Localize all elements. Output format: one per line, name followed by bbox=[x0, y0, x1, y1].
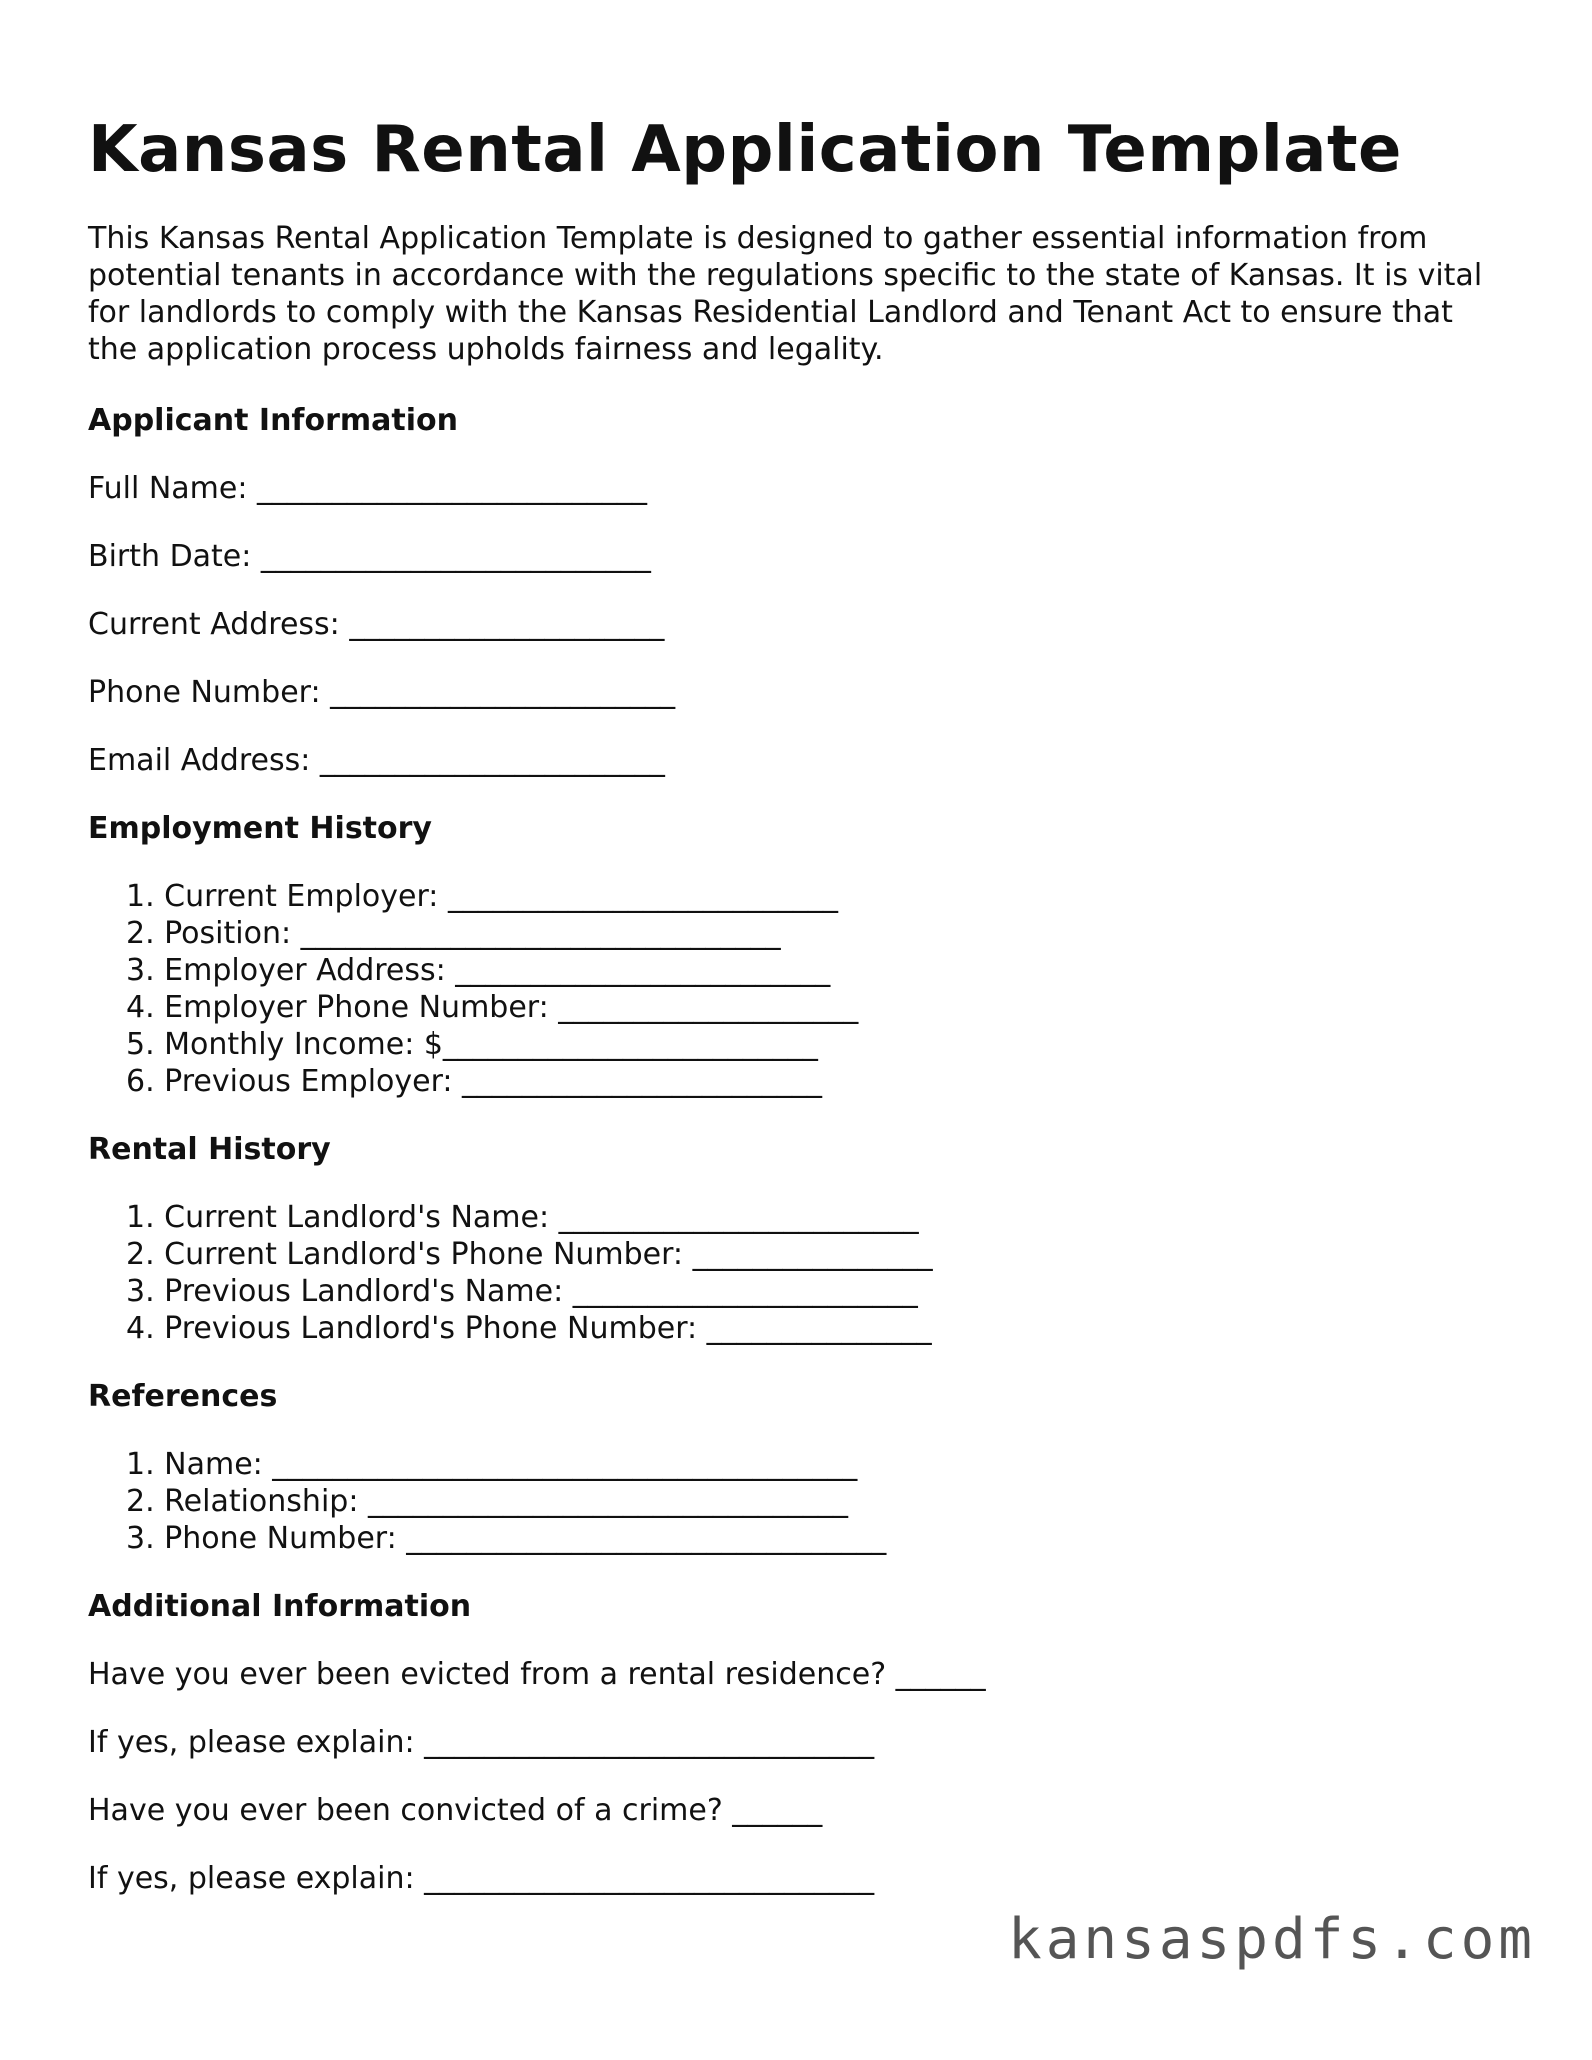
phone-number-field: Phone Number: _______________________ bbox=[88, 675, 676, 710]
full-name-field: Full Name: __________________________ bbox=[88, 471, 647, 506]
rental-history-heading: Rental History bbox=[88, 1132, 331, 1167]
crime-explain-field: If yes, please explain: ______________________________ bbox=[88, 1861, 875, 1896]
document-page bbox=[88, 110, 1508, 1928]
birth-date-field: Birth Date: __________________________ bbox=[88, 539, 651, 574]
reference-name-item: 1. Name: _______________________________________ bbox=[126, 1447, 858, 1482]
email-address-field: Email Address: _______________________ bbox=[88, 743, 665, 778]
current-address-field: Current Address: _____________________ bbox=[88, 607, 665, 642]
current-employer-item: 1. Current Employer: __________________________ bbox=[126, 879, 838, 914]
intro-paragraph: This Kansas Rental Application Template is designed to gather essential information from potential tenants in accordance with the regulations specific to the state of Kansas. It is vital for landlords to comply with the Kansas Residential Landlord and Tenant Act to ensure that the application process upholds fairness and legality. bbox=[88, 221, 1483, 367]
previous-landlord-name-item: 3. Previous Landlord's Name: _______________________ bbox=[126, 1274, 918, 1309]
current-landlord-name-item: 1. Current Landlord's Name: ________________________ bbox=[126, 1200, 919, 1235]
watermark: kansaspdfs.com bbox=[1007, 1907, 1536, 1972]
employment-history-list bbox=[88, 878, 1508, 1100]
previous-landlord-phone-item: 4. Previous Landlord's Phone Number: _______________ bbox=[126, 1311, 932, 1346]
reference-relationship-item: 2. Relationship: ________________________________ bbox=[126, 1484, 848, 1519]
additional-information-heading: Additional Information bbox=[88, 1589, 472, 1624]
rental-history-list bbox=[88, 1199, 1508, 1347]
position-item: 2. Position: ________________________________ bbox=[126, 916, 781, 951]
previous-employer-item: 6. Previous Employer: ________________________ bbox=[126, 1064, 823, 1099]
monthly-income-item: 5. Monthly Income: $_________________________ bbox=[126, 1027, 818, 1062]
references-heading: References bbox=[88, 1379, 278, 1414]
employer-phone-item: 4. Employer Phone Number: ____________________ bbox=[126, 990, 859, 1025]
reference-phone-item: 3. Phone Number: ________________________________ bbox=[126, 1521, 887, 1556]
applicant-information-heading: Applicant Information bbox=[88, 403, 458, 438]
employer-address-item: 3. Employer Address: _________________________ bbox=[126, 953, 831, 988]
eviction-question: Have you ever been evicted from a rental residence? ______ bbox=[88, 1657, 986, 1692]
references-list bbox=[88, 1446, 1508, 1557]
crime-question: Have you ever been convicted of a crime? ______ bbox=[88, 1793, 823, 1828]
eviction-explain-field: If yes, please explain: ______________________________ bbox=[88, 1725, 875, 1760]
document-title: Kansas Rental Application Template bbox=[88, 113, 1402, 187]
current-landlord-phone-item: 2. Current Landlord's Phone Number: ________________ bbox=[126, 1237, 933, 1272]
employment-history-heading: Employment History bbox=[88, 811, 432, 846]
